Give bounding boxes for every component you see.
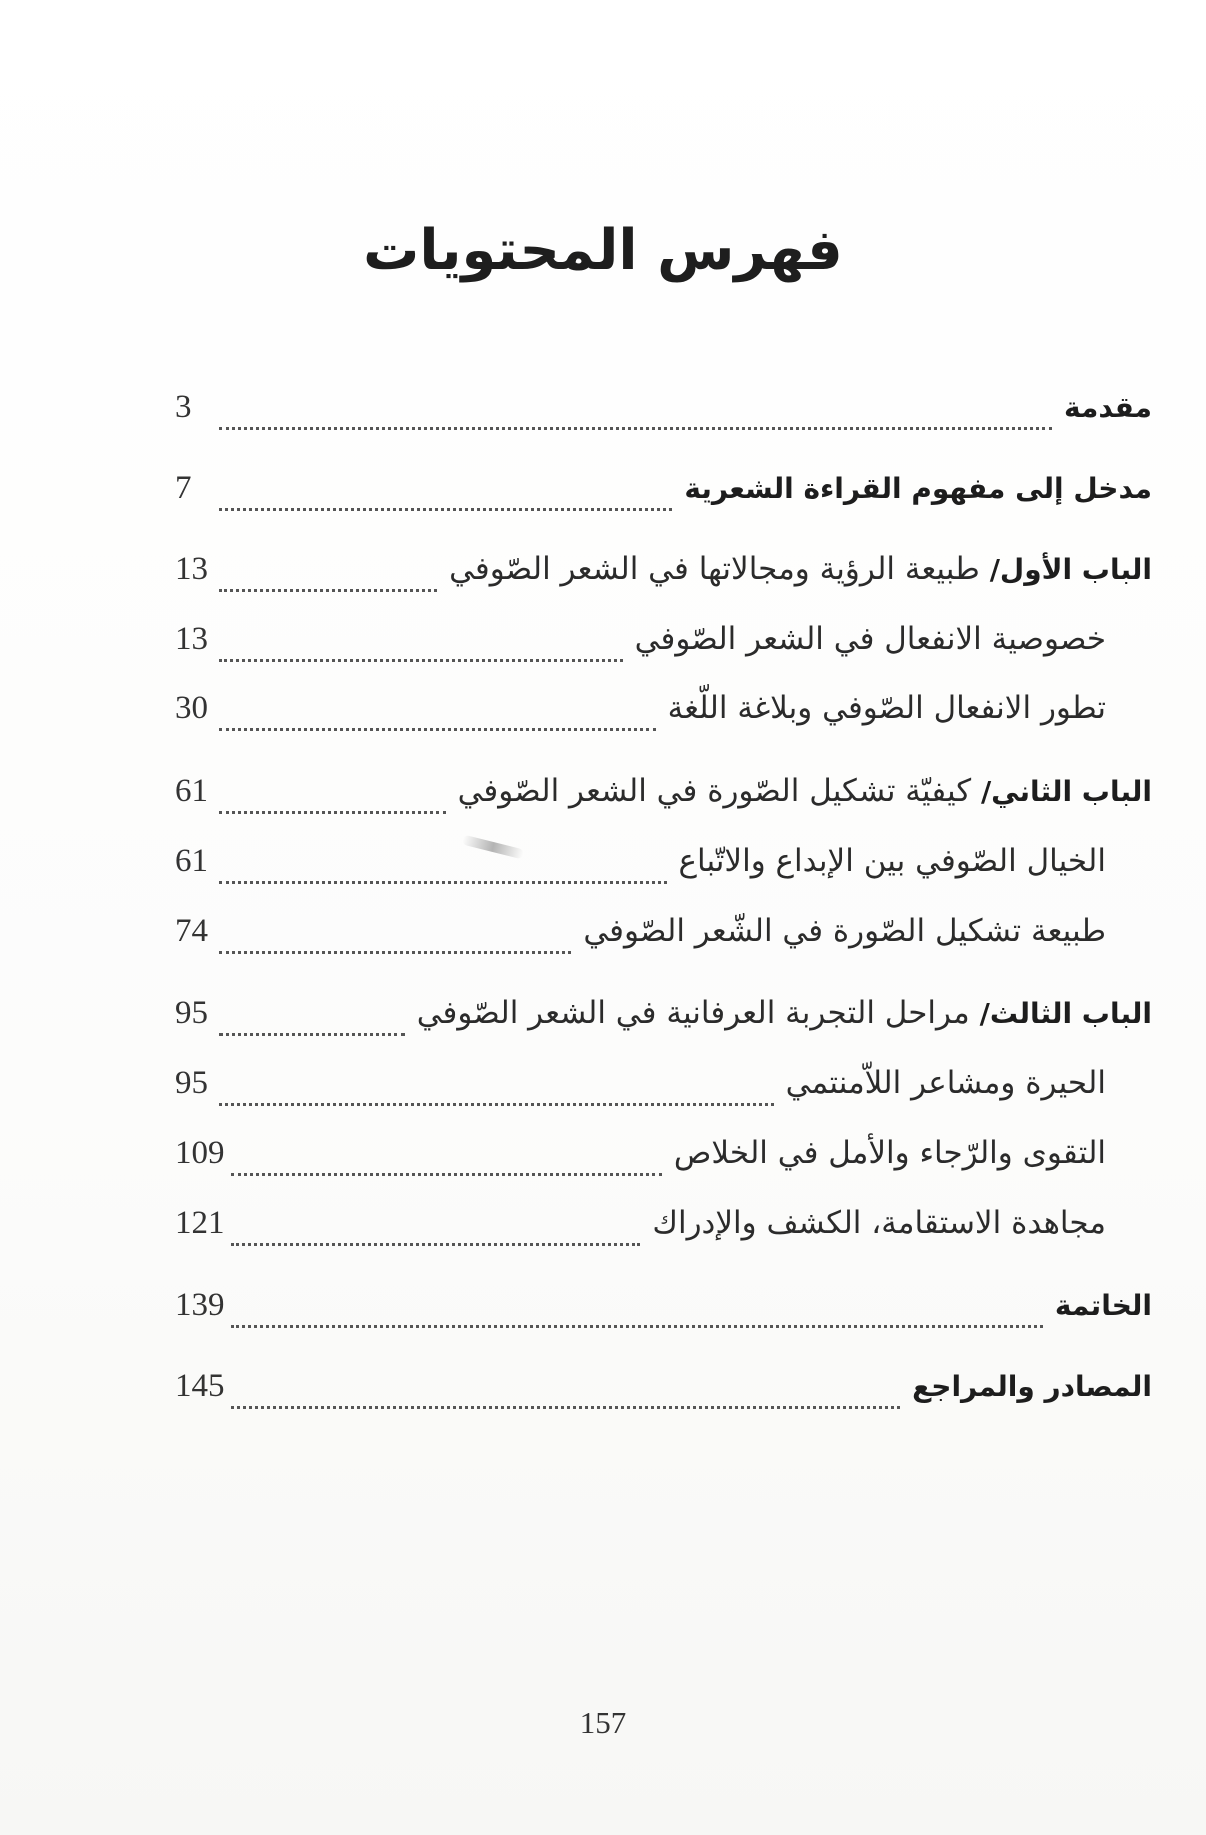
toc-entry-chapter-2[interactable] — [175, 773, 1152, 823]
toc-entry-label: التقوى والرّجاء والأمل في الخلاص — [673, 1135, 1106, 1171]
toc-entry-label: المصادر والمراجع — [912, 1370, 1152, 1403]
chapter-title: مراحل التجربة العرفانية في الشعر الصّوفي — [416, 995, 970, 1031]
dot-leader — [219, 588, 437, 592]
toc-entry-label — [452, 773, 1152, 809]
toc-entry-page: 74 — [175, 913, 208, 949]
toc-entry-label: مقدمة — [1064, 391, 1152, 424]
toc-entry-label: خصوصية الانفعال في الشعر الصّوفي — [634, 621, 1106, 657]
toc-entry-entrance[interactable] — [175, 470, 1152, 520]
toc-entry-label — [411, 995, 1152, 1031]
dot-leader — [219, 658, 623, 662]
toc-entry-section[interactable] — [175, 690, 1106, 740]
toc-entry-page: 61 — [175, 773, 208, 809]
toc-entry-label: مدخل إلى مفهوم القراءة الشعرية — [684, 472, 1152, 505]
toc-entry-label: الخاتمة — [1054, 1289, 1152, 1322]
dot-leader — [219, 426, 1052, 430]
toc-entry-conclusion[interactable] — [175, 1287, 1152, 1337]
dot-leader — [219, 727, 656, 731]
chapter-title: كيفيّة تشكيل الصّورة في الشعر الصّوفي — [457, 773, 972, 809]
toc-entry-references[interactable] — [175, 1368, 1152, 1418]
chapter-prefix: الباب الأول/ — [989, 553, 1152, 586]
toc-entry-page: 109 — [175, 1135, 225, 1171]
toc-entry-label: الخيال الصّوفي بين الإبداع والاتّباع — [678, 843, 1106, 879]
toc-entry-label: تطور الانفعال الصّوفي وبلاغة اللّغة — [667, 690, 1106, 726]
toc-entry-chapter-3[interactable] — [175, 995, 1152, 1045]
toc-entry-section[interactable] — [175, 913, 1106, 963]
toc-entry-section[interactable] — [175, 843, 1106, 893]
toc-entry-section[interactable] — [175, 621, 1106, 671]
dot-leader — [231, 1405, 901, 1409]
toc-entry-page: 121 — [175, 1205, 225, 1241]
toc-entry-chapter-1[interactable] — [175, 551, 1152, 601]
dot-leader — [219, 810, 446, 814]
toc-entry-section[interactable] — [175, 1135, 1106, 1185]
toc-entry-label — [443, 551, 1152, 587]
dot-leader — [231, 1242, 641, 1246]
dot-leader — [231, 1172, 662, 1176]
toc-entry-section[interactable] — [175, 1205, 1106, 1255]
page-title: فهرس المحتويات — [363, 218, 843, 283]
dot-leader — [219, 507, 672, 511]
toc-entry-page: 3 — [175, 389, 192, 425]
toc-entry-introduction[interactable] — [175, 389, 1152, 439]
toc-entry-section[interactable] — [175, 1065, 1106, 1115]
toc-entry-label: طبيعة تشكيل الصّورة في الشّعر الصّوفي — [583, 913, 1106, 949]
chapter-prefix: الباب الثاني/ — [980, 775, 1152, 808]
toc-entry-label: مجاهدة الاستقامة، الكشف والإدراك — [652, 1205, 1106, 1241]
dot-leader — [219, 880, 667, 884]
toc-entry-page: 13 — [175, 621, 208, 657]
dot-leader — [219, 1102, 774, 1106]
toc-entry-label: الحيرة ومشاعر اللاّمنتمي — [785, 1065, 1106, 1101]
page-number: 157 — [579, 1705, 627, 1740]
toc-entry-page: 95 — [175, 1065, 208, 1101]
toc-entry-page: 61 — [175, 843, 208, 879]
toc-entry-page: 7 — [175, 470, 192, 506]
chapter-prefix: الباب الثالث/ — [979, 997, 1152, 1030]
toc-entry-page: 13 — [175, 551, 208, 587]
toc-entry-page: 30 — [175, 690, 208, 726]
toc-entry-page: 95 — [175, 995, 208, 1031]
chapter-title: طبيعة الرؤية ومجالاتها في الشعر الصّوفي — [449, 551, 980, 587]
dot-leader — [219, 950, 571, 954]
toc-entry-page: 145 — [175, 1368, 225, 1404]
dot-leader — [219, 1032, 405, 1036]
dot-leader — [231, 1324, 1043, 1328]
toc-entry-page: 139 — [175, 1287, 225, 1323]
